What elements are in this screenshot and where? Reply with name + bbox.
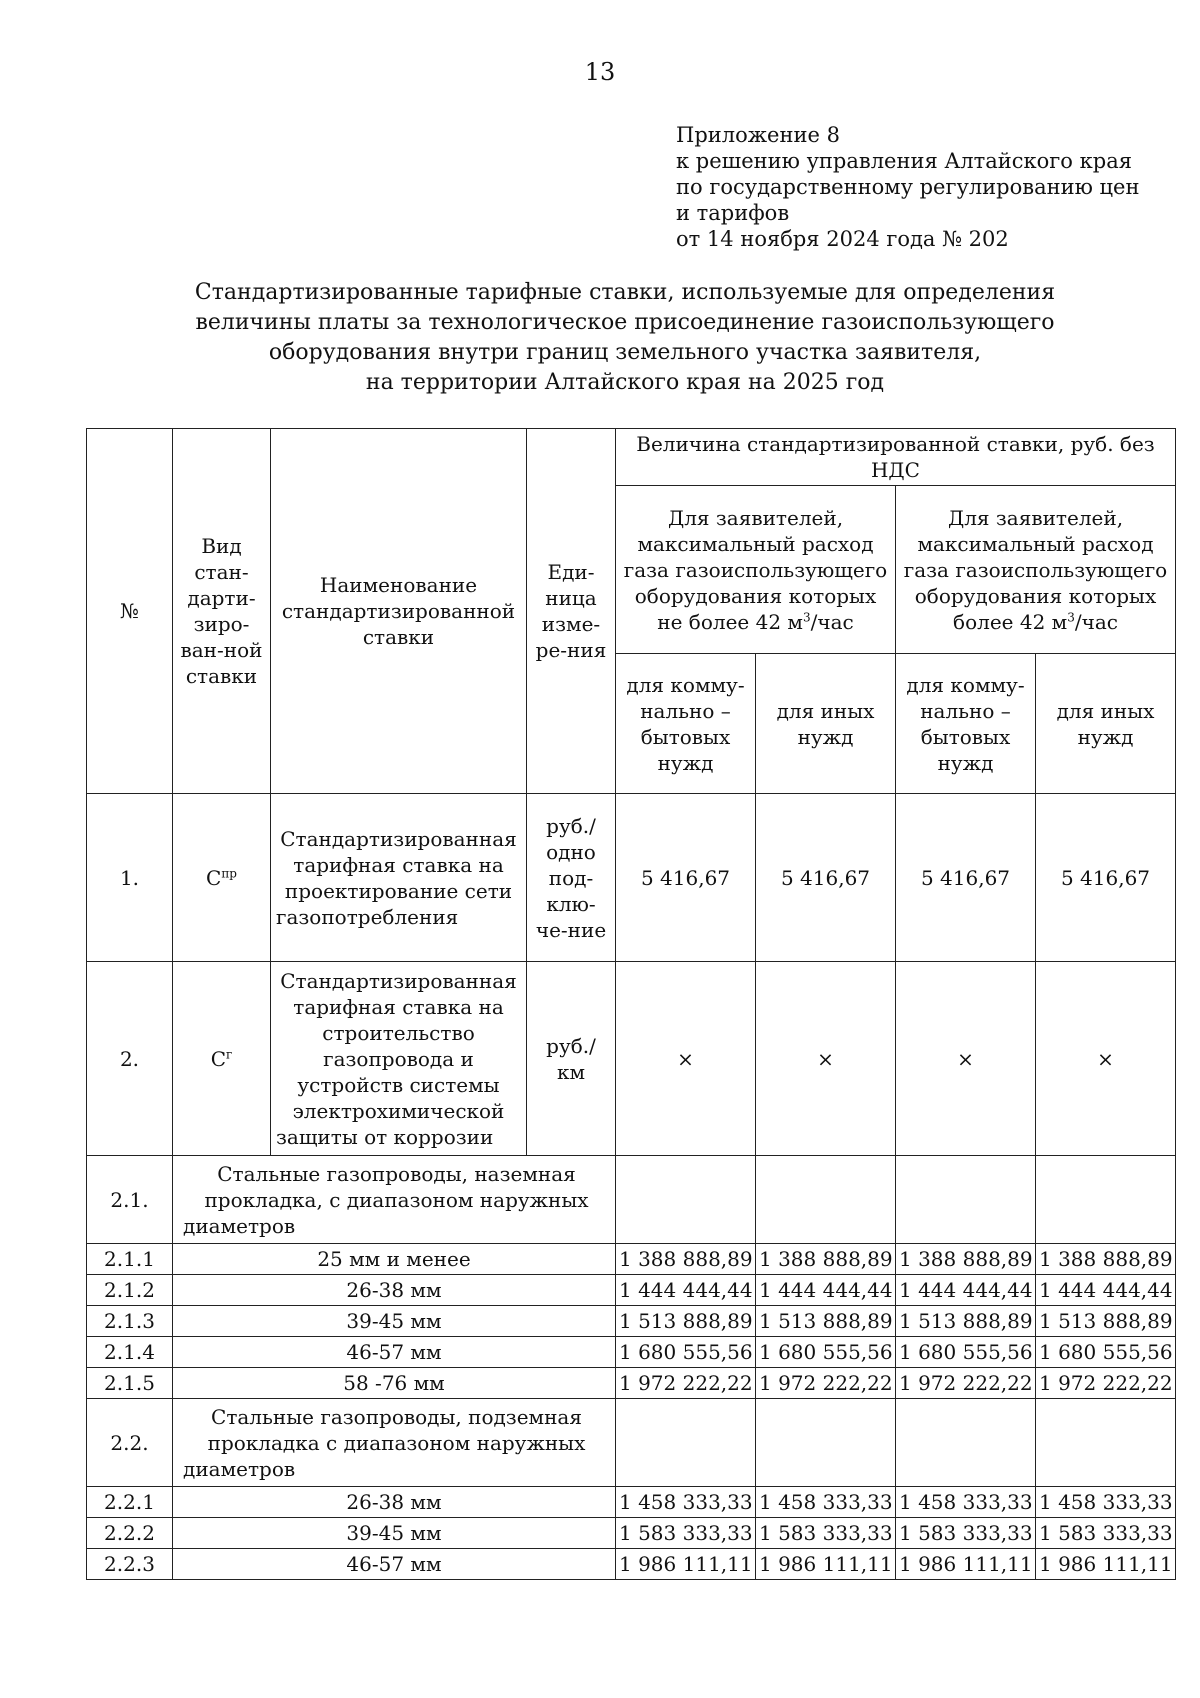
rate-name: Стандартизированная тарифная ставка на проектирование сети газопотребления <box>271 794 527 962</box>
value-cell: 1 458 333,33 <box>616 1487 756 1518</box>
value-cell: 1 513 888,89 <box>896 1306 1036 1337</box>
value-cell: 1 986 111,11 <box>616 1549 756 1580</box>
value-cell: 5 416,67 <box>616 794 756 962</box>
value-cell: × <box>756 962 896 1156</box>
tariff-rates-table <box>86 428 1176 1580</box>
section-name: Стальные газопроводы, подземная прокладка с диапазоном наружных диаметров <box>173 1399 616 1487</box>
header-group-a-unit: /час <box>810 609 854 634</box>
value-cell <box>616 1399 756 1487</box>
diameter-range: 39-45 мм <box>173 1518 616 1549</box>
value-cell <box>896 1156 1036 1244</box>
table-row <box>87 794 1176 962</box>
table-row <box>87 962 1176 1156</box>
value-cell: 1 583 333,33 <box>1036 1518 1176 1549</box>
value-cell: 1 444 444,44 <box>1036 1275 1176 1306</box>
value-cell: 1 583 333,33 <box>616 1518 756 1549</box>
title-line: оборудования внутри границ земельного участка заявителя, <box>268 340 982 365</box>
rate-kind-sup: г <box>226 1046 233 1061</box>
table-row <box>87 1275 1176 1306</box>
value-cell: × <box>616 962 756 1156</box>
rate-kind-sup: пр <box>221 865 237 880</box>
table-row <box>87 1487 1176 1518</box>
header-a-other: для иных нужд <box>756 654 896 794</box>
value-cell <box>756 1156 896 1244</box>
header-b-household: для комму-нально – бытовых нужд <box>896 654 1036 794</box>
diameter-range: 39-45 мм <box>173 1306 616 1337</box>
value-cell: 1 458 333,33 <box>896 1487 1036 1518</box>
header-group-b-unit: /час <box>1074 609 1118 634</box>
appendix-line: к решению управления Алтайского края <box>676 149 1132 173</box>
value-cell: 1 388 888,89 <box>616 1244 756 1275</box>
row-number: 2.1.5 <box>87 1368 173 1399</box>
value-cell: 5 416,67 <box>1036 794 1176 962</box>
rate-kind <box>173 794 271 962</box>
table-row <box>87 1337 1176 1368</box>
value-cell: 1 680 555,56 <box>896 1337 1036 1368</box>
value-cell: 1 444 444,44 <box>756 1275 896 1306</box>
header-no: № <box>87 429 173 794</box>
header-group-over-42 <box>896 486 1176 654</box>
row-number: 2.2.1 <box>87 1487 173 1518</box>
table-row <box>87 1306 1176 1337</box>
value-cell: 1 388 888,89 <box>1036 1244 1176 1275</box>
superscript: 3 <box>802 609 811 624</box>
row-number: 2.1. <box>87 1156 173 1244</box>
header-a-household: для комму-нально – бытовых нужд <box>616 654 756 794</box>
value-cell: 1 680 555,56 <box>1036 1337 1176 1368</box>
rate-kind-base: С <box>206 865 222 890</box>
rate-unit: руб./ км <box>527 962 616 1156</box>
rate-unit: руб./ одно под-клю-че-ние <box>527 794 616 962</box>
value-cell: 1 583 333,33 <box>896 1518 1036 1549</box>
value-cell: 5 416,67 <box>756 794 896 962</box>
appendix-line: Приложение 8 <box>676 123 840 147</box>
value-cell: 1 513 888,89 <box>756 1306 896 1337</box>
value-cell: 1 444 444,44 <box>896 1275 1036 1306</box>
header-value-group: Величина стандартизированной ставки, руб. без НДС <box>616 429 1176 486</box>
title-line: Стандартизированные тарифные ставки, используемые для определения <box>194 280 1056 305</box>
section-row <box>87 1399 1176 1487</box>
diameter-range: 26-38 мм <box>173 1275 616 1306</box>
diameter-range: 46-57 мм <box>173 1549 616 1580</box>
value-cell: 5 416,67 <box>896 794 1036 962</box>
diameter-range: 25 мм и менее <box>173 1244 616 1275</box>
value-cell: × <box>896 962 1036 1156</box>
header-kind: Вид стан-дарти-зиро-ван-ной ставки <box>173 429 271 794</box>
diameter-range: 58 -76 мм <box>173 1368 616 1399</box>
value-cell: × <box>1036 962 1176 1156</box>
value-cell <box>1036 1399 1176 1487</box>
value-cell: 1 972 222,22 <box>756 1368 896 1399</box>
value-cell <box>896 1399 1036 1487</box>
value-cell: 1 972 222,22 <box>616 1368 756 1399</box>
value-cell: 1 583 333,33 <box>756 1518 896 1549</box>
value-cell: 1 513 888,89 <box>1036 1306 1176 1337</box>
rate-kind <box>173 962 271 1156</box>
row-number: 2.2.3 <box>87 1549 173 1580</box>
value-cell: 1 972 222,22 <box>1036 1368 1176 1399</box>
value-cell: 1 458 333,33 <box>756 1487 896 1518</box>
header-group-up-to-42 <box>616 486 896 654</box>
header-group-b-text: Для заявителей, максимальный расход газа газоиспользующего оборудования которых более 42 м <box>903 505 1168 634</box>
row-number: 2.1.1 <box>87 1244 173 1275</box>
document-title <box>150 278 1100 398</box>
value-cell: 1 986 111,11 <box>756 1549 896 1580</box>
value-cell: 1 444 444,44 <box>616 1275 756 1306</box>
page-number: 13 <box>584 58 616 86</box>
row-number: 2.1.2 <box>87 1275 173 1306</box>
row-number: 2.1.4 <box>87 1337 173 1368</box>
value-cell: 1 986 111,11 <box>1036 1549 1176 1580</box>
row-number: 2. <box>87 962 173 1156</box>
title-line: на территории Алтайского края на 2025 год <box>365 370 885 395</box>
diameter-range: 26-38 мм <box>173 1487 616 1518</box>
value-cell <box>756 1399 896 1487</box>
header-unit: Еди-ница изме-ре-ния <box>527 429 616 794</box>
table-row <box>87 1244 1176 1275</box>
appendix-line: и тарифов <box>676 201 790 225</box>
value-cell: 1 513 888,89 <box>616 1306 756 1337</box>
row-number: 2.2.2 <box>87 1518 173 1549</box>
section-name: Стальные газопроводы, наземная прокладка, с диапазоном наружных диаметров <box>173 1156 616 1244</box>
row-number: 2.1.3 <box>87 1306 173 1337</box>
value-cell: 1 680 555,56 <box>756 1337 896 1368</box>
header-group-a-text: Для заявителей, максимальный расход газа газоиспользующего оборудования которых не более 42 м <box>623 505 888 634</box>
superscript: 3 <box>1067 609 1075 624</box>
diameter-range: 46-57 мм <box>173 1337 616 1368</box>
value-cell: 1 986 111,11 <box>896 1549 1036 1580</box>
table-row <box>87 1518 1176 1549</box>
appendix-reference <box>676 122 1139 252</box>
row-number: 2.2. <box>87 1399 173 1487</box>
rate-kind-base: С <box>210 1046 226 1071</box>
value-cell: 1 388 888,89 <box>756 1244 896 1275</box>
appendix-line: от 14 ноября 2024 года № 202 <box>676 227 1009 251</box>
row-number: 1. <box>87 794 173 962</box>
rate-name: Стандартизированная тарифная ставка на строительство газопровода и устройств системы электрохимической защиты от коррозии <box>271 962 527 1156</box>
table-row <box>87 1549 1176 1580</box>
value-cell: 1 458 333,33 <box>1036 1487 1176 1518</box>
value-cell: 1 680 555,56 <box>616 1337 756 1368</box>
value-cell: 1 972 222,22 <box>896 1368 1036 1399</box>
table-row <box>87 1368 1176 1399</box>
value-cell: 1 388 888,89 <box>896 1244 1036 1275</box>
section-row <box>87 1156 1176 1244</box>
header-row <box>87 429 1176 486</box>
title-line: величины платы за технологическое присоединение газоиспользующего <box>195 310 1055 335</box>
appendix-line: по государственному регулированию цен <box>676 175 1140 199</box>
value-cell <box>616 1156 756 1244</box>
value-cell <box>1036 1156 1176 1244</box>
header-name: Наименование стандартизированной ставки <box>271 429 527 794</box>
header-b-other: для иных нужд <box>1036 654 1176 794</box>
